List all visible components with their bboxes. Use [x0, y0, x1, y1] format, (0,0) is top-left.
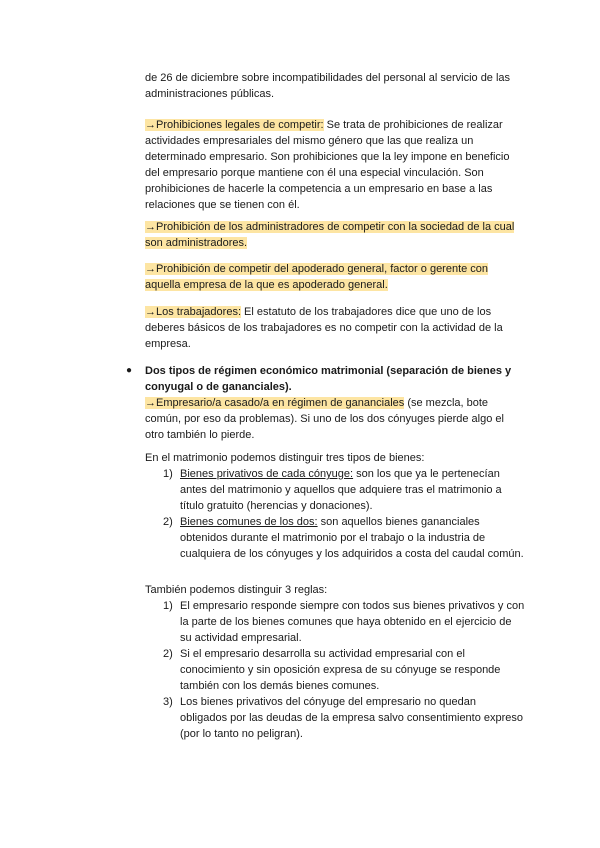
- item-term: Bienes comunes de los dos:: [180, 516, 318, 528]
- item-text: El empresario responde siempre con todos sus bienes privativos y con la parte de los bienes comunes que haya obtenido en el ejercicio de su actividad empresarial.: [180, 600, 525, 644]
- section-intro: En el matrimonio podemos distinguir tres tipos de bienes:: [145, 452, 425, 464]
- paragraph-continuation: [145, 70, 525, 102]
- arrow-icon: →: [145, 119, 156, 131]
- arrow-icon: →: [145, 397, 156, 409]
- highlighted-heading: [145, 306, 241, 318]
- bullet-body: [145, 395, 525, 443]
- list-number: 1): [163, 600, 173, 612]
- paragraph-text: Se trata de prohibiciones de realizar actividades empresariales del mismo género que las que realiza un determinado empresario. Son prohibiciones que la ley impone en beneficio del empresario porque mantiene con él una especial vinculación. Son prohibiciones de hacerle la competencia a un empresario en base a las relaciones que se tienen con él.: [145, 119, 510, 211]
- paragraph-prohibicion-administradores: [145, 219, 525, 251]
- heading-text: Empresario/a casado/a en régimen de gananciales: [156, 397, 405, 409]
- section-reglas: [145, 582, 525, 742]
- paragraph-text: El estatuto de los trabajadores dice que uno de los deberes básicos de los trabajadores es no competir con la actividad de la empresa.: [145, 306, 503, 350]
- paragraph-text: de 26 de diciembre sobre incompatibilidades del personal al servicio de las administraciones públicas.: [145, 72, 511, 100]
- section-bienes: [145, 450, 525, 562]
- arrow-icon: →: [145, 221, 156, 233]
- item-text: Los bienes privativos del cónyuge del empresario no quedan obligados por las deudas de la empresa salvo consentimiento expreso (por lo tanto no peligran).: [180, 696, 524, 740]
- bienes-list: [145, 466, 525, 562]
- list-item: [145, 466, 525, 514]
- list-item: [145, 598, 525, 646]
- list-item: [145, 514, 525, 562]
- list-item: [145, 646, 525, 694]
- paragraph-trabajadores: [145, 304, 525, 352]
- heading-text: Los trabajadores:: [156, 306, 241, 318]
- bullet-icon: ●: [126, 365, 133, 376]
- item-term: Bienes privativos de cada cónyuge:: [180, 468, 354, 480]
- highlighted-heading: [145, 397, 404, 409]
- section-intro: También podemos distinguir 3 reglas:: [145, 584, 328, 596]
- arrow-icon: →: [145, 306, 156, 318]
- paragraph-prohibiciones-legales: [145, 117, 525, 213]
- reglas-list: [145, 598, 525, 742]
- highlighted-heading: [145, 263, 488, 291]
- item-text: son los que ya le pertenecían antes del matrimonio y aquellos que adquiere tras el matrimonio a título gratuito (herencias y donaciones).: [180, 468, 502, 512]
- paragraph-text: (se mezcla, bote común, por eso da problemas). Si uno de los dos cónyuges pierde algo el otro también lo pierde.: [145, 397, 504, 441]
- bullet-item-regimen: [145, 363, 525, 443]
- heading-text: Prohibición de competir del apoderado general, factor o gerente con aquella empresa de la que es apoderado general.: [145, 263, 489, 291]
- highlighted-heading: [145, 221, 514, 249]
- list-number: 2): [163, 516, 173, 528]
- list-item: [145, 694, 525, 742]
- paragraph-prohibicion-apoderado: [145, 261, 525, 293]
- heading-text: Prohibición de los administradores de competir con la sociedad de la cual son administradores.: [145, 221, 515, 249]
- item-text: Si el empresario desarrolla su actividad empresarial con el conocimiento y sin oposición expresa de su cónyuge se responde también con los demás bienes comunes.: [180, 648, 501, 692]
- list-number: 1): [163, 468, 173, 480]
- list-number: 3): [163, 696, 173, 708]
- bullet-title: Dos tipos de régimen económico matrimonial (separación de bienes y conyugal o de gananciales).: [145, 365, 512, 393]
- heading-text: Prohibiciones legales de competir:: [156, 119, 324, 131]
- highlighted-heading: [145, 119, 324, 131]
- arrow-icon: →: [145, 263, 156, 275]
- item-text: son aquellos bienes gananciales obtenidos durante el matrimonio por el trabajo o la industria de cualquiera de los cónyuges y los adquiridos a costa del caudal común.: [180, 516, 524, 560]
- list-number: 2): [163, 648, 173, 660]
